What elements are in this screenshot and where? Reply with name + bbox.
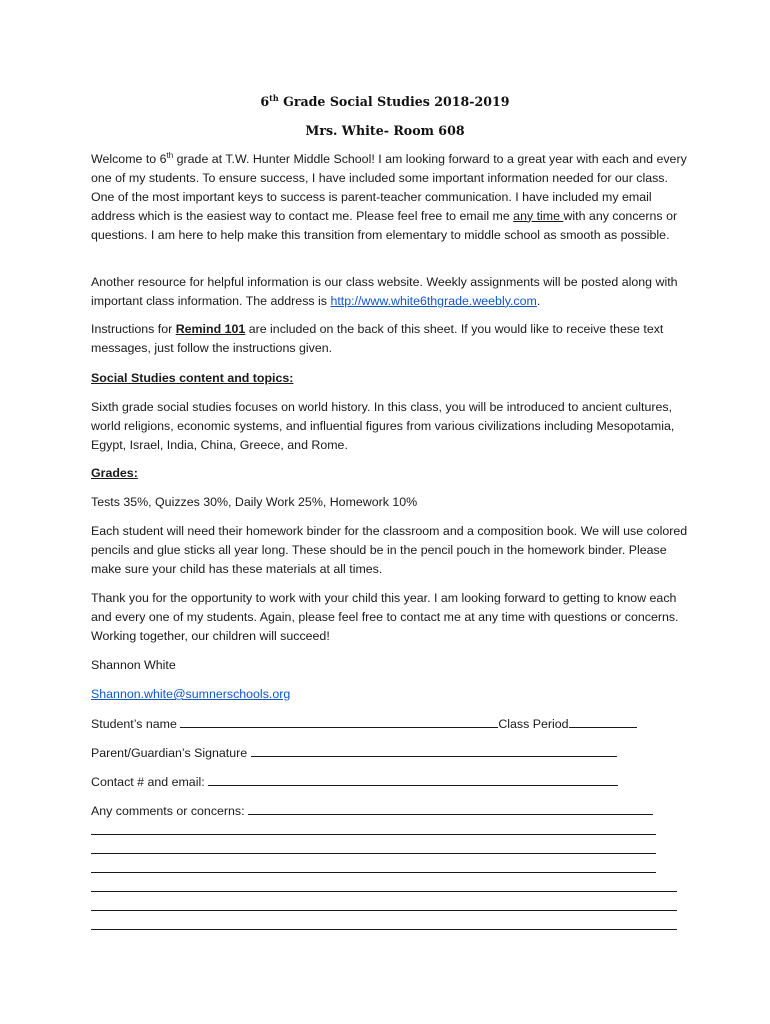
- content-heading: Social Studies content and topics:: [91, 371, 294, 385]
- comment-line[interactable]: [91, 853, 656, 854]
- grades-breakdown: Tests 35%, Quizzes 30%, Daily Work 25%, Homework 10%: [91, 495, 418, 509]
- comment-line[interactable]: [91, 834, 656, 835]
- email-link[interactable]: Shannon.white@sumnerschools.org: [91, 687, 291, 701]
- website-paragraph: Another resource for helpful information is our class website. Weekly assignments will be posted along with important class information. The address is http://www.white6thgrade.weebly.com.: [91, 275, 678, 308]
- student-name-field[interactable]: [180, 714, 498, 728]
- contact-field[interactable]: [208, 772, 618, 786]
- remind-paragraph: Instructions for Remind 101 are included on the back of this sheet. If you would like to receive these text messages, just follow the instructions given.: [91, 322, 664, 355]
- grades-heading: Grades:: [91, 466, 138, 480]
- content-paragraph: Sixth grade social studies focuses on world history. In this class, you will be introduced to ancient cultures, world religions, economic systems, and influential figures from various civilizations including Mesopotamia, Egypt, Israel, India, China, Greece, and Rome.: [91, 400, 675, 452]
- parent-signature-field[interactable]: [251, 743, 617, 757]
- materials-paragraph: Each student will need their homework binder for the classroom and a composition book. We will use colored pencils and glue sticks all year long. These should be in the pencil pouch in the homework binder. Please make sure your child has these materials at all times.: [91, 524, 688, 576]
- contact-row: [91, 772, 618, 792]
- welcome-paragraph: Welcome to 6th grade at T.W. Hunter Middle School! I am looking forward to a great year with each and every one of my students. To ensure success, I have included some important information needed for our class. One of the most important keys to success is parent-teacher communication. I have included my email address which is the easiest way to contact me. Please feel free to email me any time with any concerns or questions. I am here to help make this transition from elementary to middle school as smooth as possible.: [91, 150, 687, 242]
- parent-signature-label: Parent/Guardian’s Signature: [91, 746, 251, 760]
- class-website-link[interactable]: http://www.white6thgrade.weebly.com: [330, 293, 537, 308]
- comment-line[interactable]: [91, 872, 656, 873]
- closing-paragraph: Thank you for the opportunity to work with your child this year. I am looking forward to getting to know each and every one of my students. Again, please feel free to contact me at any time with questions or concerns. Working together, our children will succeed!: [91, 591, 679, 643]
- comment-line[interactable]: [91, 891, 677, 892]
- class-period-label: Class Period: [498, 717, 569, 731]
- teacher-room-subtitle: Mrs. White- Room 608: [305, 123, 465, 138]
- signature-name: Shannon White: [91, 658, 176, 672]
- comments-field[interactable]: [248, 801, 653, 815]
- comments-row: [91, 801, 653, 821]
- student-name-label: Student’s name: [91, 717, 181, 731]
- class-period-field[interactable]: [569, 714, 637, 728]
- contact-label: Contact # and email:: [91, 775, 209, 789]
- comment-line[interactable]: [91, 910, 677, 911]
- student-name-row: [91, 714, 637, 734]
- page-title: 6th Grade Social Studies 2018-2019: [260, 92, 510, 109]
- comment-line[interactable]: [91, 929, 677, 930]
- signature-email: [91, 685, 691, 704]
- comments-label: Any comments or concerns:: [91, 804, 249, 818]
- parent-signature-row: [91, 743, 617, 763]
